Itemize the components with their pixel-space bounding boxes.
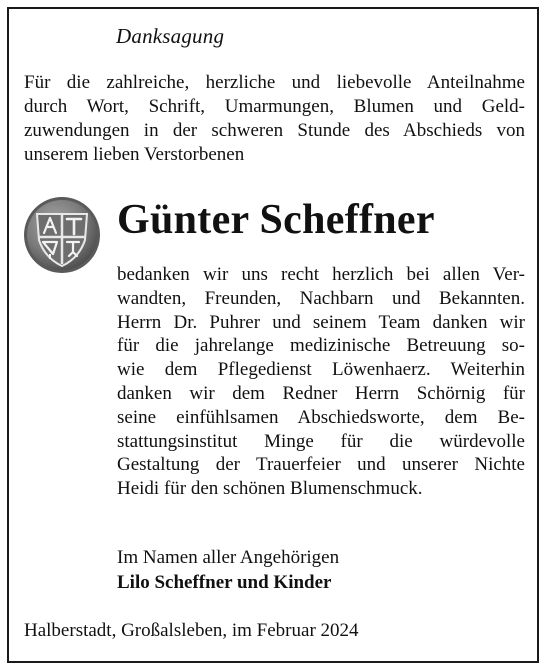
signoff-line: Im Namen aller Angehörigen <box>117 547 340 568</box>
thanks-line: Heidi für den schönen Blumenschmuck. <box>117 478 423 500</box>
guild-emblem-icon <box>23 196 101 274</box>
thanks-line: Gestaltung der Trauerfeier und unserer Nichte <box>117 454 525 476</box>
place-and-date: Halberstadt, Großalsleben, im Februar 2024 <box>24 620 359 641</box>
intro-line: durch Wort, Schrift, Umarmungen, Blumen und Geld- <box>24 96 525 117</box>
thanks-line: seine einfühlsamen Abschiedsworte, dem Be- <box>117 406 525 428</box>
thanks-line: für die jahrelange medizinische Betreuung so- <box>117 335 525 357</box>
intro-line: Für die zahlreiche, herzliche und liebevolle Anteilnahme <box>24 72 525 93</box>
intro-line: zuwendungen in der schweren Stunde des Abschieds von <box>24 120 525 141</box>
notice-heading: Danksagung <box>116 24 225 48</box>
intro-paragraph <box>24 71 525 167</box>
thanks-line: stattungsinstitut Minge für die würdevolle <box>117 430 525 452</box>
bereaved-names: Lilo Scheffner und Kinder <box>117 572 332 593</box>
thanks-line: Herrn Dr. Puhrer und seinem Team danken wir <box>117 311 525 333</box>
thanks-line: wandten, Freunden, Nachbarn und Bekannten. <box>117 287 525 309</box>
thanks-line: wie dem Pflegedienst Löwenhaerz. Weiterhin <box>117 359 525 381</box>
thanks-line: danken wir dem Redner Herrn Schörnig für <box>117 382 525 404</box>
intro-line: unserem lieben Verstorbenen <box>24 144 245 165</box>
deceased-name: Günter Scheffner <box>117 197 435 243</box>
signoff-block <box>117 545 339 595</box>
thanks-line: bedanken wir uns recht herzlich bei allen Ver- <box>117 264 525 285</box>
thanks-paragraph <box>117 263 525 501</box>
